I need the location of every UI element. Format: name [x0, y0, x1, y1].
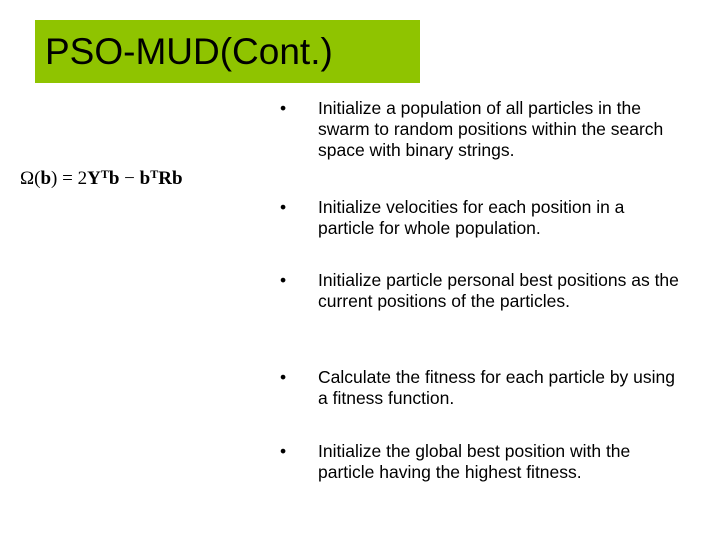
bullet-dot-icon: • — [280, 367, 287, 387]
formula-equals-two: ) = 2 — [51, 168, 88, 189]
bullet-item — [280, 98, 680, 161]
bullet-text: Initialize particle personal best positions as the current positions of the particles. — [318, 270, 679, 311]
bullet-dot-icon: • — [280, 98, 287, 118]
bullet-item — [280, 441, 680, 483]
formula-b-vector-4: b — [171, 168, 183, 189]
formula-y-vector: Y — [87, 168, 101, 189]
formula-b-vector-2: b — [108, 168, 120, 189]
formula-b-vector-3: b — [139, 168, 151, 189]
bullet-item — [280, 197, 680, 239]
bullet-text: Initialize velocities for each position in a particle for whole population. — [318, 197, 625, 238]
bullet-item — [280, 270, 680, 312]
formula-transpose-2: T — [150, 167, 159, 181]
bullet-text: Calculate the fitness for each particle by using a fitness function. — [318, 367, 675, 408]
formula-b-vector: b — [40, 168, 52, 189]
formula-minus: − — [119, 168, 140, 189]
bullet-dot-icon: • — [280, 197, 287, 217]
formula-omega: Ω( — [20, 168, 41, 189]
formula-transpose-1: T — [100, 167, 109, 181]
slide-title: PSO-MUD(Cont.) — [45, 31, 333, 72]
formula-r-matrix: R — [158, 168, 172, 189]
bullet-dot-icon: • — [280, 441, 287, 461]
bullet-item — [280, 367, 680, 409]
bullet-dot-icon: • — [280, 270, 287, 290]
bullet-text: Initialize a population of all particles in the swarm to random positions within the search space with binary strings. — [318, 98, 664, 160]
bullet-text: Initialize the global best position with the particle having the highest fitness. — [318, 441, 631, 482]
